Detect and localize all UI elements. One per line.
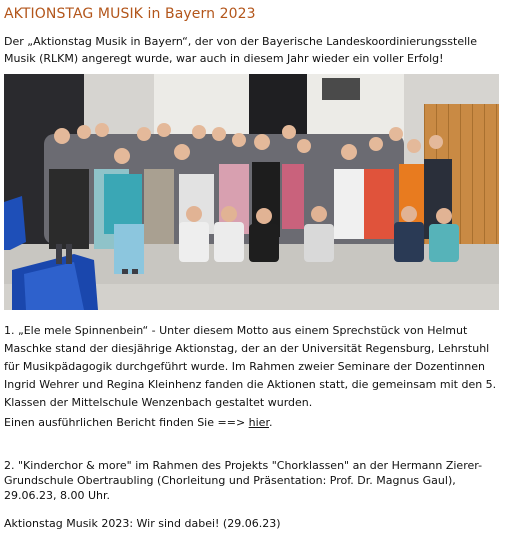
intro-text: Der „Aktionstag Musik in Bayern“, der von der Bayerische Landeskoordinierungsstelle Musik (RLKM) angeregt wurde, war auch in diesem Jahr wieder ein voller Erfolg! xyxy=(4,35,477,65)
group-photo xyxy=(4,74,499,310)
report-prefix: Einen ausführlichen Bericht finden Sie ==> xyxy=(4,416,249,429)
report-suffix: . xyxy=(268,416,273,429)
item-1-text: 1. „Ele mele Spinnenbein“ - Unter diesem Motto aus einem Sprechstück von Helmut Maschke stand der diesjährige Aktionstag, der an der Universität Regensburg, Lehrstuhl für Musikpädagogik durchgeführt wurde. Im Rahmen zweier Seminare der Dozentinnen Ingrid Wehrer und Regina Kleinhenz fanden die Aktionen statt, die gemeinsam mit den 5. Klassen der Mittelschule Wenzenbach gestaltet wurden. xyxy=(4,324,497,409)
report-line xyxy=(4,414,504,432)
report-link[interactable]: hier xyxy=(248,416,269,429)
footer-text: Aktionstag Musik 2023: Wir sind dabei! (29.06.23) xyxy=(4,517,281,530)
article-title: AKTIONSTAG MUSIK in Bayern 2023 xyxy=(4,6,256,22)
item-2-text: 2. "Kinderchor & more" im Rahmen des Projekts "Chorklassen" an der Hermann Zierer-Grundschule Obertraubling (Chorleitung und Präsentation: Prof. Dr. Magnus Gaul), 29.06.23, 8.00 Uhr. xyxy=(4,459,483,502)
